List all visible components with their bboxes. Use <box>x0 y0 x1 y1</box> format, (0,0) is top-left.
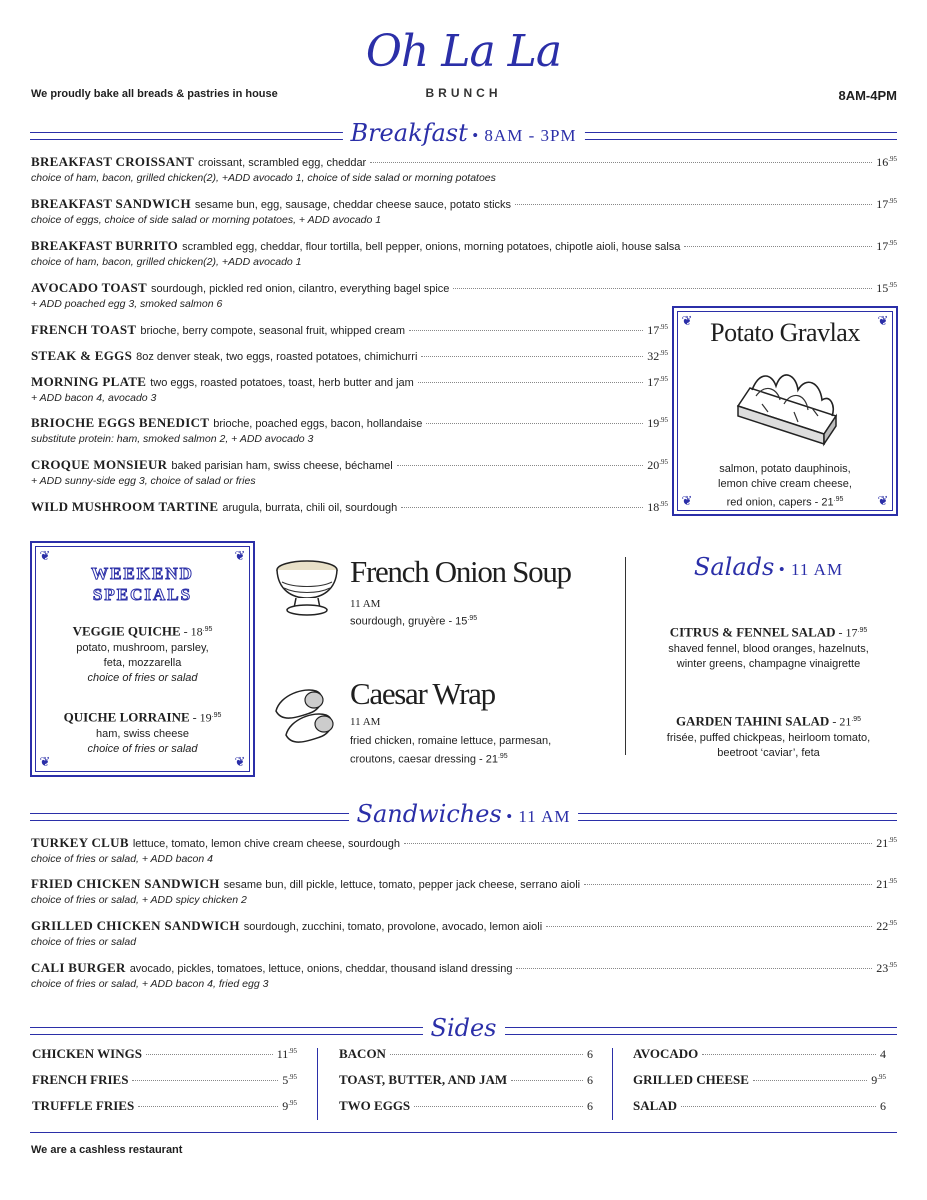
flourish-icon: ❦ <box>39 548 51 563</box>
item-desc: sesame bun, egg, sausage, cheddar cheese sauce, potato sticks <box>194 199 512 211</box>
item-name: BREAKFAST SANDWICH <box>31 196 191 211</box>
item-price: $22^{.95}$ <box>876 919 897 933</box>
divider <box>317 1048 318 1120</box>
item-name: STEAK & EGGS <box>31 348 133 363</box>
item-price: $21^{.95}$ <box>876 877 897 891</box>
soup-title: French Onion Soup <box>350 554 571 589</box>
side-item: CHICKEN WINGS $11^{.95}$ <box>32 1046 297 1061</box>
side-item: TRUFFLE FRIES $9^{.95}$ <box>32 1098 297 1113</box>
item-note: choice of eggs, choice of side salad or morning potatoes, + ADD avocado 1 <box>31 214 382 226</box>
citrus-fennel-salad: CITRUS & FENNEL SALAD - $17^{.95}$ shaved fennel, blood oranges, hazelnuts, winter greens, champagne vinaigrette <box>668 624 869 670</box>
side-item: BACON 6 <box>339 1046 593 1061</box>
flourish-icon: ❦ <box>234 548 246 563</box>
item-note: + ADD sunny-side egg 3, choice of salad or fries <box>31 475 256 487</box>
breakfast-header <box>30 119 897 149</box>
side-item: FRENCH FRIES $5^{.95}$ <box>32 1072 297 1087</box>
menu-item <box>31 960 897 990</box>
item-name: BRIOCHE EGGS BENEDICT <box>31 415 210 430</box>
side-item: TWO EGGS 6 <box>339 1098 593 1113</box>
menu-item <box>31 876 897 906</box>
item-desc: scrambled egg, cheddar, flour tortilla, bell pepper, onions, morning potatoes, chipotle aioli, house salsa <box>182 241 681 253</box>
side-item: GRILLED CHEESE $9^{.95}$ <box>633 1072 886 1087</box>
item-price: $17^{.95}$ <box>876 239 897 253</box>
wrap-illustration <box>270 683 344 753</box>
item-price: $18^{.95}$ <box>647 500 668 514</box>
item-desc: brioche, berry compote, seasonal fruit, whipped cream <box>140 325 406 337</box>
item-note: choice of ham, bacon, grilled chicken(2), +ADD avocado 1, choice of side salad or morning potatoes <box>31 172 496 184</box>
breakfast-time: • 8AM - 3PM <box>472 126 577 145</box>
sides-title: Sides <box>430 1014 497 1042</box>
menu-item <box>31 457 668 487</box>
subtitle: BRUNCH <box>425 86 502 100</box>
gravlax-desc: salmon, potato dauphinois, lemon chive cream cheese, red onion, capers - $21^{.95}$ <box>718 463 852 509</box>
bottom-rule <box>30 1132 897 1133</box>
item-name: CROQUE MONSIEUR <box>31 457 168 472</box>
gravlax-illustration <box>732 360 842 450</box>
flourish-icon: ❦ <box>681 313 693 328</box>
item-desc: sesame bun, dill pickle, lettuce, tomato, pepper jack cheese, serrano aioli <box>223 879 581 891</box>
sandwiches-header <box>30 800 897 830</box>
item-name: BREAKFAST BURRITO <box>31 238 179 253</box>
hours: 8AM-4PM <box>838 88 897 103</box>
item-price: $19^{.95}$ <box>647 416 668 430</box>
wrap-desc: fried chicken, romaine lettuce, parmesan, croutons, caesar dressing - $21^{.95}$ <box>350 735 552 766</box>
sides-column-3 <box>633 1046 886 1124</box>
veggie-quiche: VEGGIE QUICHE - $18^{.95}$ potato, mushroom, parsley, feta, mozzarella choice of fries or salad <box>72 623 213 684</box>
item-note: choice of fries or salad, + ADD bacon 4, fried egg 3 <box>31 978 269 990</box>
soup-illustration <box>270 556 344 620</box>
flourish-icon: ❦ <box>39 754 51 769</box>
item-name: MORNING PLATE <box>31 374 147 389</box>
sides-column-2 <box>339 1046 593 1124</box>
menu-item <box>31 918 897 948</box>
gravlax-title: Potato Gravlax <box>710 318 860 347</box>
divider <box>625 557 626 755</box>
item-price: $15^{.95}$ <box>876 281 897 295</box>
menu-item <box>31 499 668 515</box>
item-price: $17^{.95}$ <box>647 323 668 337</box>
sandwiches-time: • 11 AM <box>506 807 571 826</box>
item-desc: croissant, scrambled egg, cheddar <box>198 157 367 169</box>
item-price: $20^{.95}$ <box>647 458 668 472</box>
soup-desc: sourdough, gruyère - $15^{.95}$ <box>350 615 478 628</box>
salads-header: Salads • 11 AM <box>693 553 844 581</box>
sides-column-1 <box>32 1046 297 1124</box>
flourish-icon: ❦ <box>681 493 693 508</box>
item-name: AVOCADO TOAST <box>31 280 147 295</box>
item-note: choice of fries or salad, + ADD spicy chicken 2 <box>31 894 247 906</box>
side-item: SALAD 6 <box>633 1098 886 1113</box>
item-desc: baked parisian ham, swiss cheese, béchamel <box>171 460 393 472</box>
flourish-icon: ❦ <box>877 493 889 508</box>
item-desc: sourdough, zucchini, tomato, provolone, avocado, lemon aioli <box>243 921 543 933</box>
footer-note: We are a cashless restaurant <box>31 1144 183 1156</box>
item-price: $17^{.95}$ <box>876 197 897 211</box>
item-desc: avocado, pickles, tomatoes, lettuce, onions, cheddar, thousand island dressing <box>129 963 513 975</box>
item-price: $21^{.95}$ <box>876 836 897 850</box>
item-desc: 8oz denver steak, two eggs, roasted potatoes, chimichurri <box>136 351 418 363</box>
breakfast-title: Breakfast <box>350 119 468 147</box>
quiche-lorraine: QUICHE LORRAINE - $19^{.95}$ ham, swiss cheese choice of fries or salad <box>63 709 222 755</box>
menu-item <box>31 415 668 445</box>
item-price: $16^{.95}$ <box>876 155 897 169</box>
flourish-icon: ❦ <box>877 313 889 328</box>
item-name: FRIED CHICKEN SANDWICH <box>31 876 220 891</box>
item-name: FRENCH TOAST <box>31 322 137 337</box>
menu-item <box>31 154 897 184</box>
divider <box>612 1048 613 1120</box>
sides-header <box>30 1014 897 1044</box>
flourish-icon: ❦ <box>234 754 246 769</box>
item-price: $17^{.95}$ <box>647 375 668 389</box>
weekend-specials-box <box>30 541 255 777</box>
item-desc: arugula, burrata, chili oil, sourdough <box>222 502 398 514</box>
item-name: TURKEY CLUB <box>31 835 129 850</box>
garden-tahini-salad: GARDEN TAHINI SALAD - $21^{.95}$ frisée, puffed chickpeas, heirloom tomato, beetroot ‘caviar’, feta <box>666 713 871 759</box>
item-desc: two eggs, roasted potatoes, toast, herb butter and jam <box>150 377 414 389</box>
soup-time: 11 AM <box>350 598 381 610</box>
item-name: BREAKFAST CROISSANT <box>31 154 195 169</box>
item-name: WILD MUSHROOM TARTINE <box>31 499 219 514</box>
item-note: + ADD bacon 4, avocado 3 <box>31 392 157 404</box>
item-note: choice of fries or salad, + ADD bacon 4 <box>31 853 213 865</box>
side-item: TOAST, BUTTER, AND JAM 6 <box>339 1072 593 1087</box>
gravlax-box <box>672 306 898 516</box>
menu-item <box>31 196 897 226</box>
logo: Oh La La <box>365 26 562 77</box>
menu-item <box>31 835 897 865</box>
item-desc: sourdough, pickled red onion, cilantro, everything bagel spice <box>150 283 450 295</box>
item-desc: lettuce, tomato, lemon chive cream cheese, sourdough <box>132 838 401 850</box>
item-name: GRILLED CHICKEN SANDWICH <box>31 918 240 933</box>
item-note: substitute protein: ham, smoked salmon 2, + ADD avocado 3 <box>31 433 314 445</box>
wrap-time: 11 AM <box>350 716 381 728</box>
tagline: We proudly bake all breads & pastries in house <box>31 88 278 100</box>
menu-item <box>31 374 668 404</box>
item-price: $32^{.95}$ <box>647 349 668 363</box>
item-note: + ADD poached egg 3, smoked salmon 6 <box>31 298 223 310</box>
item-note: choice of ham, bacon, grilled chicken(2), +ADD avocado 1 <box>31 256 302 268</box>
menu-item <box>31 238 897 268</box>
side-item: AVOCADO 4 <box>633 1046 886 1061</box>
menu-item <box>31 322 668 338</box>
wrap-title: Caesar Wrap <box>350 676 495 711</box>
menu-item <box>31 348 668 364</box>
item-note: choice of fries or salad <box>31 936 137 948</box>
weekend-title: WEEKEND SPECIALS <box>91 564 194 604</box>
item-name: CALI BURGER <box>31 960 126 975</box>
item-desc: brioche, poached eggs, bacon, hollandaise <box>213 418 423 430</box>
sandwiches-title: Sandwiches <box>356 800 502 828</box>
item-price: $23^{.95}$ <box>876 961 897 975</box>
